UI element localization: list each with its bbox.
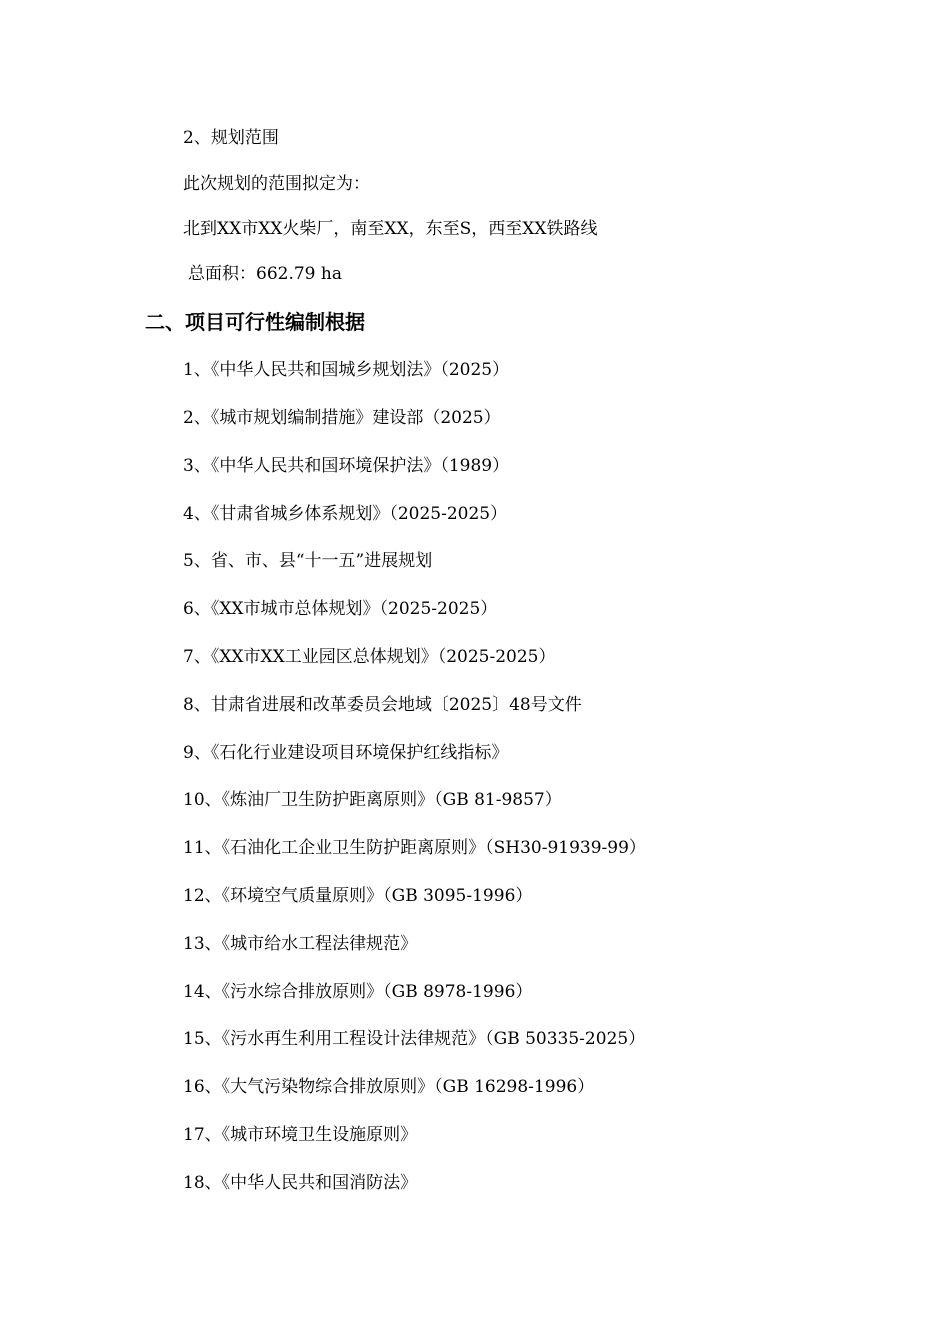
section-heading: 二、项目可行性编制根据 xyxy=(145,310,365,334)
scope-intro: 此次规划的范围拟定为： xyxy=(183,174,370,194)
list-item: 2、《城市规划编制措施》建设部（2025） xyxy=(183,408,501,428)
list-item: 13、《城市给水工程法律规范》 xyxy=(183,934,418,954)
scope-title: 2、规划范围 xyxy=(183,128,279,148)
list-item: 4、《甘肃省城乡体系规划》（2025-2025） xyxy=(183,504,508,524)
list-item: 1、《中华人民共和国城乡规划法》（2025） xyxy=(183,360,510,380)
list-item: 14、《污水综合排放原则》（GB 8978-1996） xyxy=(183,982,533,1002)
scope-area: 总面积：662.79 ha xyxy=(188,264,342,284)
scope-boundary: 北到XX市XX火柴厂，南至XX，东至S，西至XX铁路线 xyxy=(183,219,598,239)
list-item: 12、《环境空气质量原则》（GB 3095-1996） xyxy=(183,886,533,906)
list-item: 16、《大气污染物综合排放原则》（GB 16298-1996） xyxy=(183,1077,595,1097)
list-item: 10、《炼油厂卫生防护距离原则》（GB 81-9857） xyxy=(183,790,562,810)
list-item: 6、《XX市城市总体规划》（2025-2025） xyxy=(183,599,498,619)
list-item: 15、《污水再生利用工程设计法律规范》（GB 50335-2025） xyxy=(183,1029,646,1049)
list-item: 7、《XX市XX工业园区总体规划》（2025-2025） xyxy=(183,647,556,667)
list-item: 5、省、市、县“十一五”进展规划 xyxy=(183,551,433,571)
list-item: 17、《城市环境卫生设施原则》 xyxy=(183,1125,418,1145)
list-item: 18、《中华人民共和国消防法》 xyxy=(183,1173,418,1193)
list-item: 9、《石化行业建设项目环境保护红线指标》 xyxy=(183,743,509,763)
list-item: 11、《石油化工企业卫生防护距离原则》（SH30-91939-99） xyxy=(183,838,646,858)
list-item: 8、甘肃省进展和改革委员会地域〔2025〕48号文件 xyxy=(183,695,582,715)
list-item: 3、《中华人民共和国环境保护法》（1989） xyxy=(183,456,510,476)
